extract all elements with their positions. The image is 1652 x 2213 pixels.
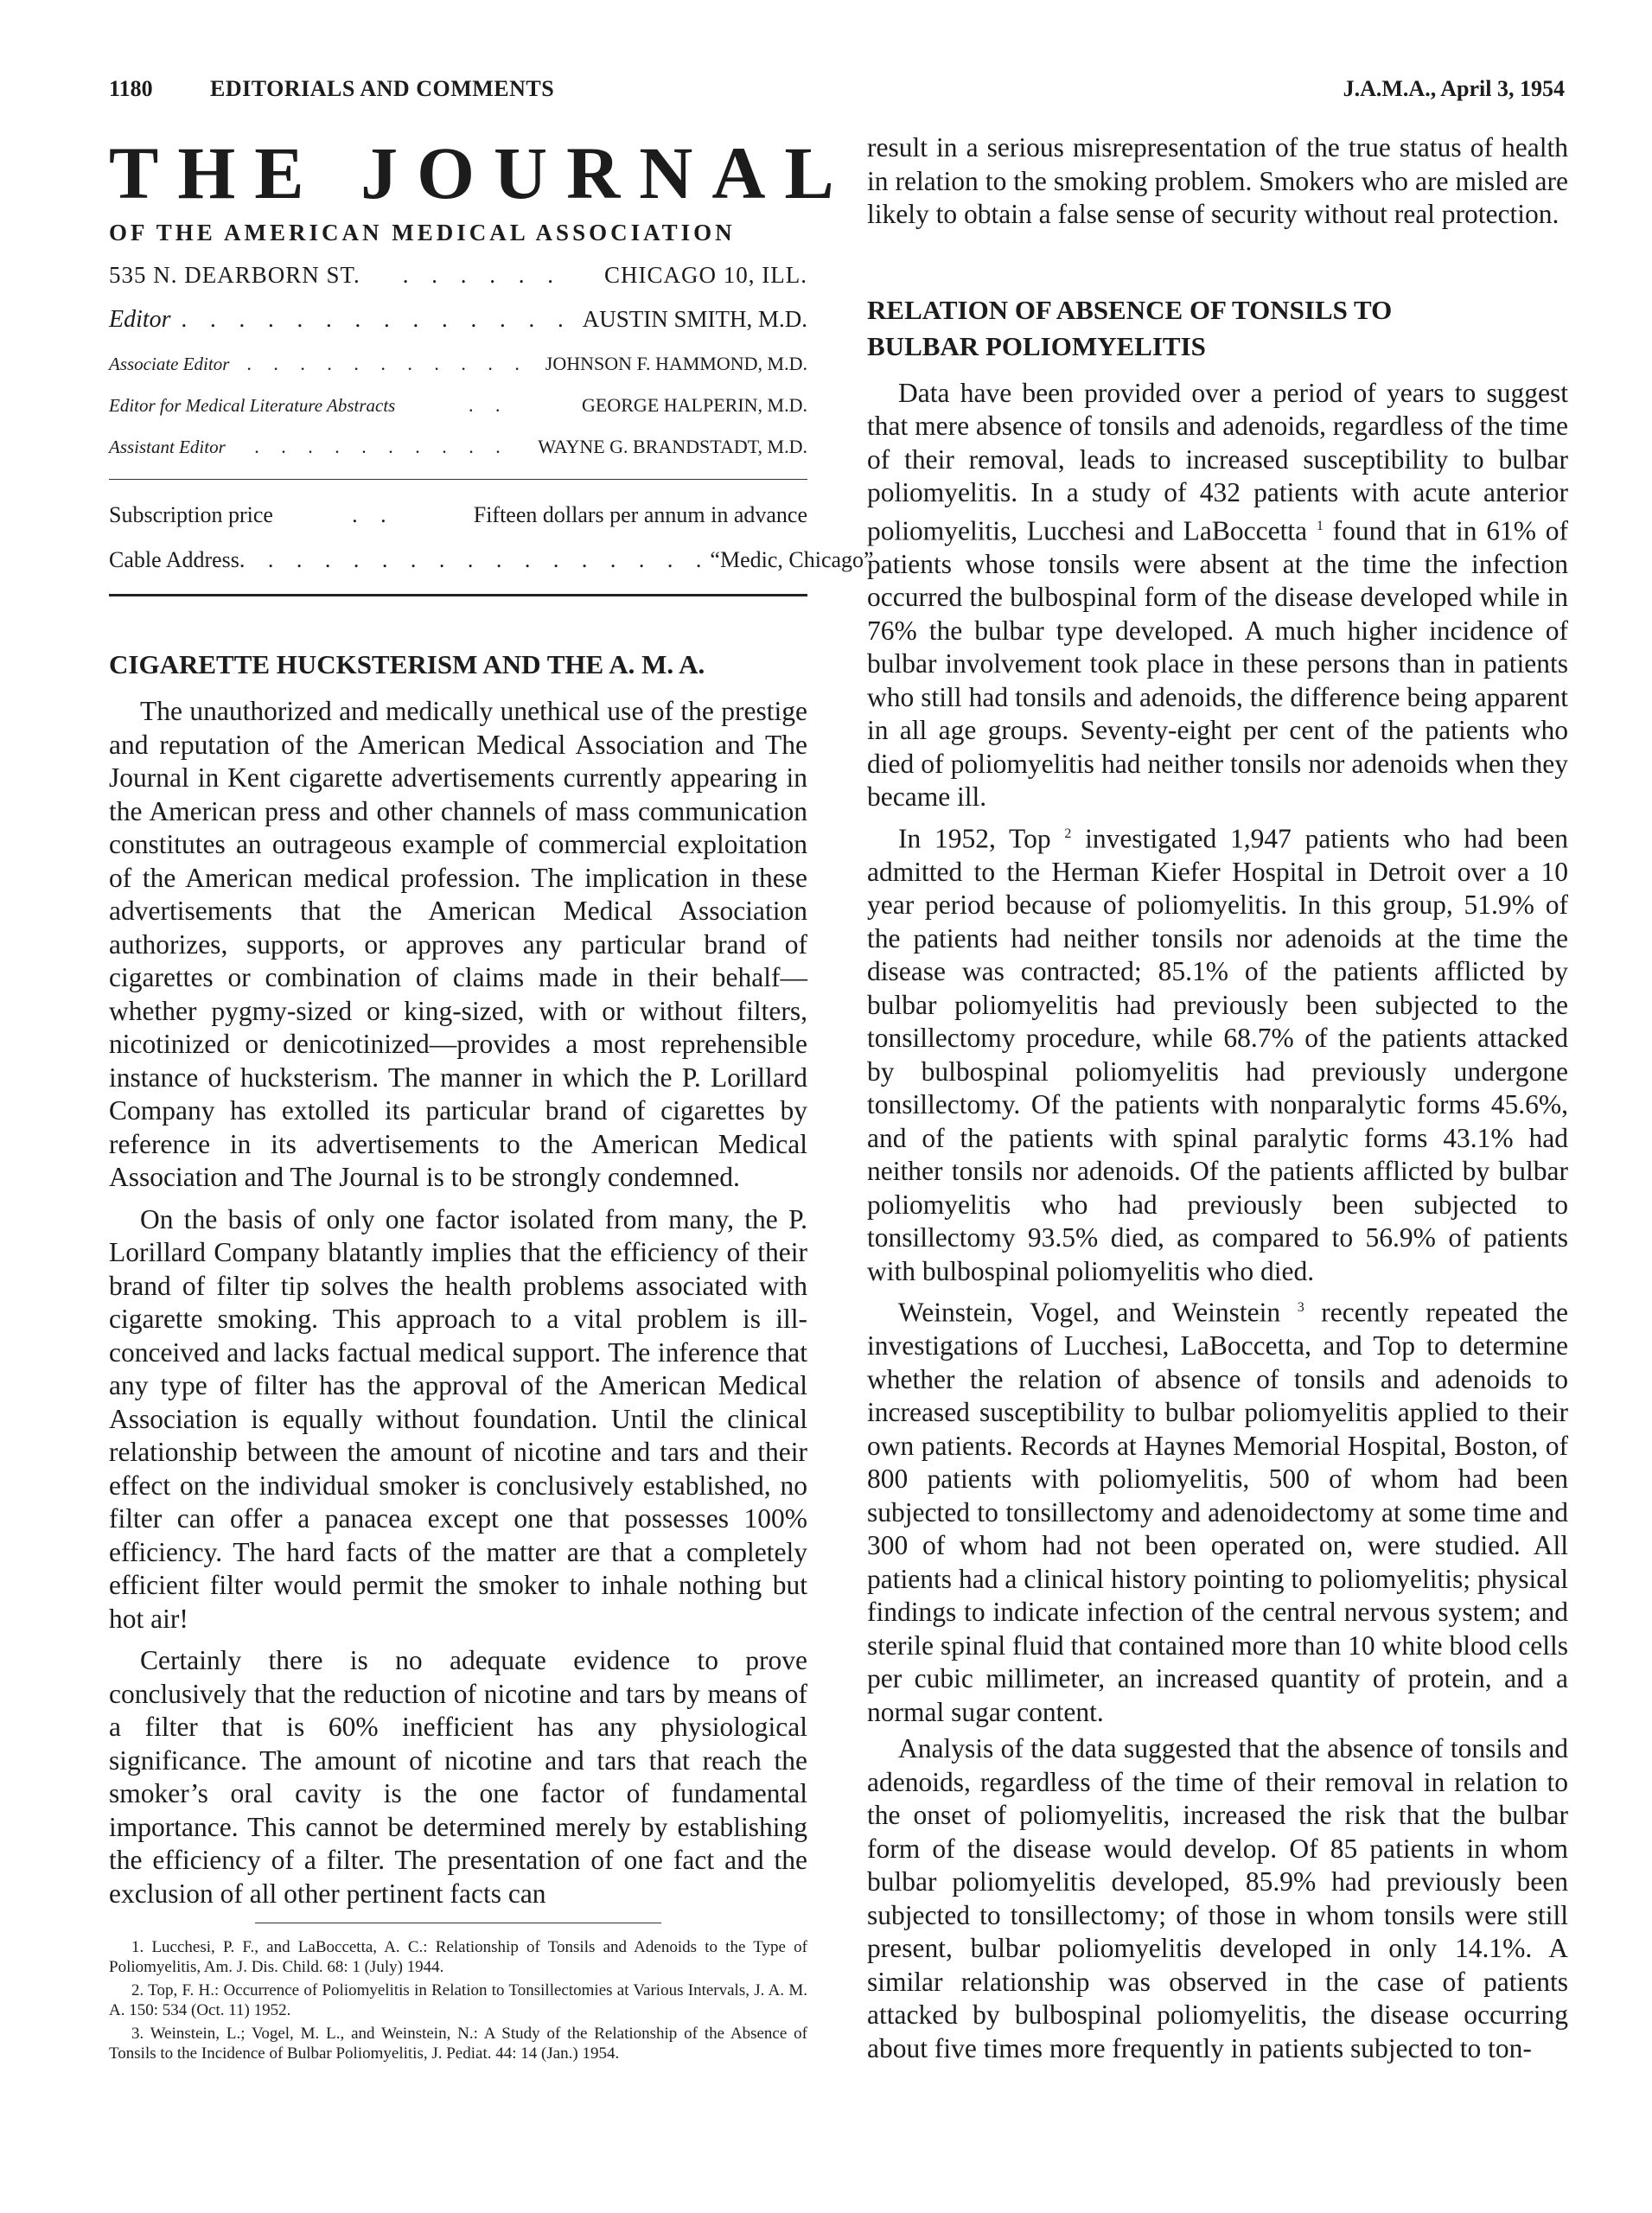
paragraph: Analysis of the data suggested that the absence of tonsils and adenoids, regardless of the time of their removal in relation to the onset of poliomyelitis, increased the risk that the bulbar form of the disease would develop. Of 85 patients in whom bulbar poliomyelitis developed, 85.9% had previously been subjected to tonsillectomy; of those in whom tonsils were still present, bulbar poliomyelitis developed in only 14.1%. A similar relationship was observed in the case of patients attacked by bulbospinal poliomyelitis, the disease occurring about five times more frequently in patients subjected to ton- [867,1733,1568,2063]
cable-line [109,547,874,573]
paragraph: The unauthorized and medically unethical use of the prestige and reputation of the American Medical Association and The Journal in Kent cigarette advertisements currently appearing in the American press and other channels of mass communication constitutes an outrageous example of commercial exploitation of the American medical profession. The implication in these advertisements that the American Medical Association authorizes, supports, or approves any particular brand of cigarettes or combination of claims made in their behalf—whether pygmy-sized or king-sized, with or without filters, nicotinized or denicotinized—provides a most reprehensible instance of hucksterism. The manner in which the P. Lorillard Company has extolled its particular brand of cigarettes by reference in its advertisements to the American Medical Association and The Journal is to be strongly condemned. [109,696,807,1192]
staff-associate-editor [109,353,807,375]
staff-name: WAYNE G. BRANDSTADT, M.D. [538,436,807,457]
footnote: 1. Lucchesi, P. F., and LaBoccetta, A. C.: Relationship of Tonsils and Adenoids to the Type of Poliomyelitis, Am. J. Dis. Child. 68: 1 (July) 1944. [109,1938,807,1976]
staff-role: Editor [109,306,171,333]
paragraph [867,818,1568,1289]
subscription-label: Subscription price [109,502,273,527]
paragraph [867,1291,1568,1729]
text-run: investigated 1,947 patients who had been admitted to the Herman Kiefer Hospital in Detroit over a 10 year period because of poliomyelitis. In this group, 51.9% of the patients had neither tonsils nor adenoids at the time the disease was contracted; 85.1% of the patients afflicted by bulbar poliomyelitis had previously been subjected to the tonsillectomy procedure, while 68.7% of the patients attacked by bulbospinal poliomyelitis had previously undergone tonsillectomy. Of the patients with nonparalytic forms 45.6%, and of the patients with spinal paralytic forms 43.1% had neither tonsils nor adenoids. Of the patients afflicted by bulbar poliomyelitis who had previously been subjected to tonsillectomy 93.5% died, as compared to 56.9% of patients with bulbospinal poliomyelitis who died. [867,823,1569,1286]
cable-label: Cable Address [109,547,239,572]
leader-dots: . . . . . . [402,262,563,288]
masthead-subtitle: OF THE AMERICAN MEDICAL ASSOCIATION [109,220,736,246]
footnote: 2. Top, F. H.: Occurrence of Poliomyelitis in Relation to Tonsillectomies at Various Intervals, J. A. M. A. 150: 534 (Oct. 11) 1952. [109,1981,807,2019]
staff-role: Associate Editor [109,354,230,374]
paragraph [867,377,1568,814]
staff-role: Editor for Medical Literature Abstracts [109,395,396,416]
text-run: Weinstein, Vogel, and Weinstein [898,1297,1281,1328]
staff-role: Assistant Editor [109,437,226,457]
cable-value: “Medic, Chicago” [710,547,874,572]
paragraph-continuation: result in a serious misrepresentation of the true status of health in relation to the smoking problem. Smokers who are misled are likely to obtain a false sense of security without real protection. [867,132,1568,229]
masthead-address [109,262,807,289]
footnote: 3. Weinstein, L.; Vogel, M. L., and Weinstein, N.: A Study of the Relationship of the Absence of Tonsils to the Incidence of Bulbar Poliomyelitis, J. Pediat. 44: 14 (Jan.) 1954. [109,2025,807,2063]
paragraph: On the basis of only one factor isolated from many, the P. Lorillard Company blatantly implies that the efficiency of their brand of filter tip solves the health problems associated with cigarette smoking. This approach to a vital problem is ill-conceived and lacks factual medical support. The inference that any type of filter has the approval of the American Medical Association is equally without foundation. Until the clinical relationship between the amount of nicotine and tars and their effect on the individual smoker is conclusively established, no filter can offer a panacea except one that possesses 100% efficiency. The hard facts of the matter are that a completely efficient filter would permit the smoker to inhale nothing but hot air! [109,1203,807,1634]
running-head [109,76,1565,111]
page-number: 1180 [109,76,153,101]
leader-dots: . . . . . . . . . . . . . . [181,306,572,332]
journal-date: J.A.M.A., April 3, 1954 [1343,76,1565,101]
masthead [109,131,874,596]
masthead-title: THE JOURNAL [109,131,853,214]
section-title: EDITORIALS AND COMMENTS [210,76,555,101]
footnote-ref: 1 [1316,518,1324,533]
footnote-ref: 3 [1297,1300,1304,1315]
leader-dots: . . [468,394,509,416]
right-column [867,131,1568,2065]
editorial-headline: CIGARETTE HUCKSTERISM AND THE A. M. A. [109,649,705,679]
headline-line: BULBAR POLIOMYELITIS [867,330,1206,361]
address-street: 535 N. DEARBORN ST. [109,262,360,288]
staff-editor [109,306,807,334]
headline-line: RELATION OF ABSENCE OF TONSILS TO [867,294,1393,325]
subscription-value: Fifteen dollars per annum in advance [473,502,807,527]
divider [109,479,807,480]
divider [109,594,807,596]
leader-dots: . . . . . . . . . . . . . . . . . [239,547,711,572]
text-run: In 1952, Top [898,823,1051,853]
staff-name: AUSTIN SMITH, M.D. [582,306,807,332]
subscription-line [109,502,807,528]
leader-dots: . . . . . . . . . . . [246,353,528,374]
address-city: CHICAGO 10, ILL. [604,262,807,288]
leader-dots: . . [352,502,395,527]
footnote-ref: 2 [1064,826,1072,841]
staff-assistant-editor [109,436,807,458]
left-column [109,131,874,2067]
text-run: found that in 61% of patients whose tonsils were absent at the time the infection occurred the bulbospinal form of the disease developed while in 76% the bulbar type developed. A much higher incidence of bulbar involvement took place in these persons than in patients who still had tonsils and adenoids, the difference being apparent in all age groups. Seventy-eight per cent of the patients who died of poliomyelitis had neither tonsils nor adenoids when they became ill. [867,515,1569,812]
text-run: recently repeated the investigations of Lucchesi, LaBoccetta, and Top to determine whether the relation of absence of tonsils and adenoids to increased susceptibility to bulbar poliomyelitis applied to their own patients. Records at Haynes Memorial Hospital, Boston, of 800 patients with poliomyelitis, 500 of whom had been subjected to tonsillectomy and adenoidectomy at some time and 300 of whom had not been operated on, were studied. All patients had a clinical history pointing to poliomyelitis; physical findings to indicate infection of the central nervous system; and sterile spinal fluid that contained more than 10 white blood cells per cubic millimeter, an increased quantity of protein, and a normal sugar content. [867,1297,1568,1727]
leader-dots: . . . . . . . . . . [254,436,509,457]
staff-name: JOHNSON F. HAMMOND, M.D. [545,353,807,374]
staff-abstracts-editor [109,394,807,417]
editorial-headline [867,292,1568,365]
staff-name: GEORGE HALPERIN, M.D. [582,394,807,416]
text-run: Data have been provided over a period of years to suggest that mere absence of tonsils and adenoids, regardless of the time of their removal, leads to increased susceptibility to bulbar poliomyelitis. In a study of 432 patients with acute anterior poliomyelitis, Lucchesi and LaBoccetta [867,377,1568,545]
paragraph: Certainly there is no adequate evidence to prove conclusively that the reduction of nicotine and tars by means of a filter that is 60% inefficient has any physiological significance. The amount of nicotine and tars that reach the smoker’s oral cavity is the one factor of fundamental importance. This cannot be determined merely by establishing the efficiency of a filter. The presentation of one fact and the exclusion of all other pertinent facts can [109,1645,807,1909]
